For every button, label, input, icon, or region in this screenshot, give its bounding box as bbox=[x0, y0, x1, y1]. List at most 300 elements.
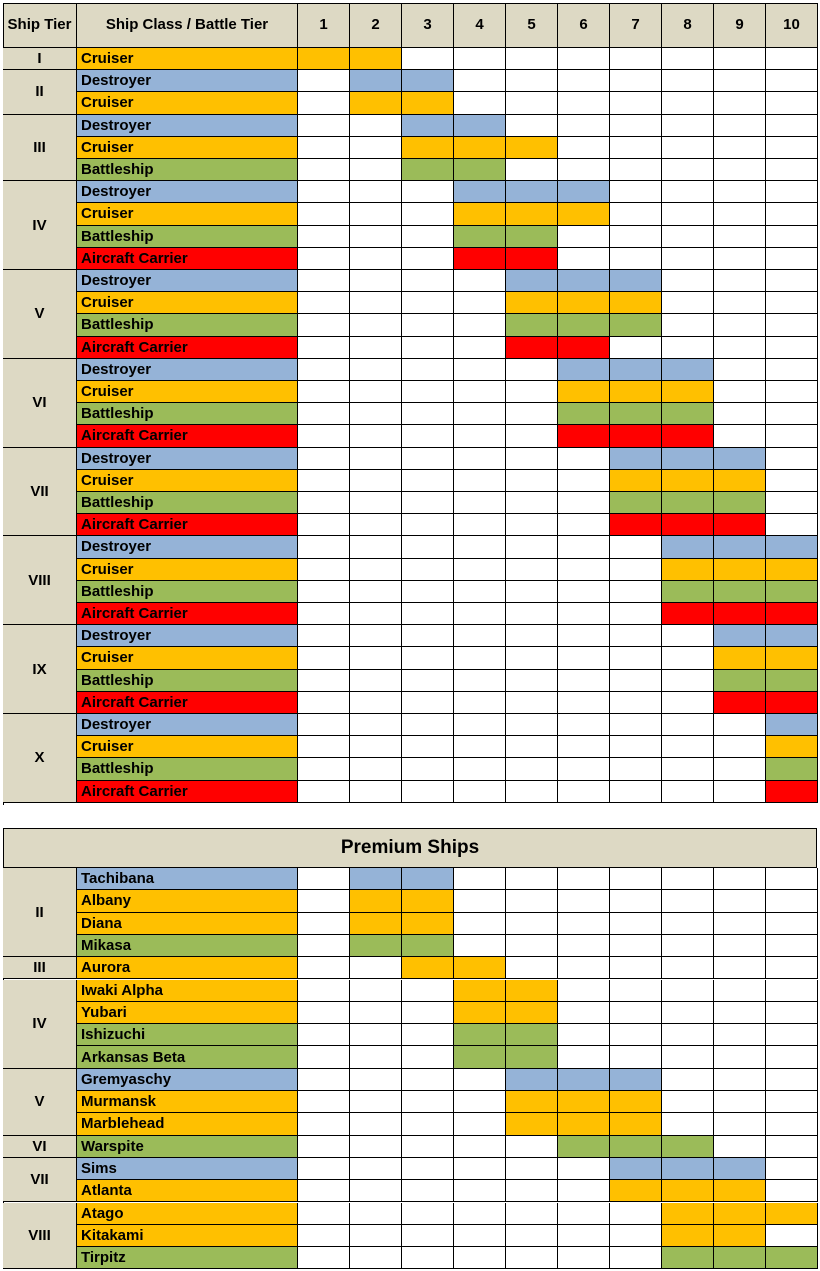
ship-tier-cell: VI bbox=[3, 359, 77, 448]
ship-tier-cell: VIII bbox=[3, 536, 77, 625]
ship-class-cell: Aircraft Carrier bbox=[77, 337, 298, 359]
battle-tier-cell bbox=[506, 758, 558, 780]
battle-tier-cell bbox=[558, 181, 610, 203]
battle-tier-cell bbox=[610, 781, 662, 803]
battle-tier-cell bbox=[714, 48, 766, 70]
battle-tier-cell bbox=[350, 1024, 402, 1046]
ship-class-cell: Aircraft Carrier bbox=[77, 248, 298, 270]
ship-tier-cell: IV bbox=[3, 980, 77, 1069]
battle-tier-cell bbox=[298, 448, 350, 470]
battle-tier-cell bbox=[662, 1113, 714, 1135]
battle-tier-cell bbox=[662, 1024, 714, 1046]
battle-tier-cell bbox=[714, 736, 766, 758]
battle-tier-cell bbox=[714, 115, 766, 137]
battle-tier-cell bbox=[298, 559, 350, 581]
battle-tier-cell bbox=[662, 1203, 714, 1225]
battle-tier-cell bbox=[662, 890, 714, 912]
battle-tier-cell bbox=[558, 581, 610, 603]
battle-tier-cell bbox=[350, 314, 402, 336]
battle-tier-cell bbox=[506, 781, 558, 803]
battle-tier-cell bbox=[402, 1069, 454, 1091]
ship-tier-cell: IX bbox=[3, 625, 77, 714]
battle-tier-cell bbox=[714, 292, 766, 314]
battle-tier-header: 9 bbox=[714, 3, 766, 48]
ship-class-cell: Destroyer bbox=[77, 448, 298, 470]
battle-tier-cell bbox=[558, 1225, 610, 1247]
battle-tier-cell bbox=[558, 957, 610, 979]
battle-tier-cell bbox=[662, 1002, 714, 1024]
battle-tier-cell bbox=[766, 248, 818, 270]
ship-tier-cell: II bbox=[3, 70, 77, 114]
battle-tier-cell bbox=[402, 957, 454, 979]
battle-tier-cell bbox=[350, 1136, 402, 1158]
battle-tier-cell bbox=[506, 226, 558, 248]
battle-tier-cell bbox=[662, 670, 714, 692]
battle-tier-cell bbox=[558, 314, 610, 336]
battle-tier-cell bbox=[610, 625, 662, 647]
battle-tier-cell bbox=[298, 470, 350, 492]
battle-tier-cell bbox=[662, 957, 714, 979]
battle-tier-cell bbox=[350, 115, 402, 137]
battle-tier-cell bbox=[454, 337, 506, 359]
battle-tier-cell bbox=[610, 670, 662, 692]
battle-tier-cell bbox=[350, 181, 402, 203]
battle-tier-cell bbox=[766, 736, 818, 758]
battle-tier-cell bbox=[662, 1136, 714, 1158]
battle-tier-cell bbox=[298, 980, 350, 1002]
battle-tier-cell bbox=[714, 1069, 766, 1091]
battle-tier-cell bbox=[506, 115, 558, 137]
battle-tier-cell bbox=[506, 603, 558, 625]
battle-tier-cell bbox=[454, 359, 506, 381]
battle-tier-cell bbox=[402, 181, 454, 203]
battle-tier-cell bbox=[350, 980, 402, 1002]
battle-tier-cell bbox=[662, 48, 714, 70]
battle-tier-cell bbox=[402, 248, 454, 270]
battle-tier-cell bbox=[454, 670, 506, 692]
battle-tier-cell bbox=[350, 913, 402, 935]
battle-tier-cell bbox=[506, 670, 558, 692]
battle-tier-cell bbox=[506, 1046, 558, 1068]
battle-tier-cell bbox=[506, 980, 558, 1002]
battle-tier-cell bbox=[714, 603, 766, 625]
battle-tier-cell bbox=[714, 758, 766, 780]
battle-tier-cell bbox=[454, 1002, 506, 1024]
ship-class-cell: Destroyer bbox=[77, 714, 298, 736]
battle-tier-cell bbox=[402, 115, 454, 137]
battle-tier-cell bbox=[610, 1046, 662, 1068]
ship-class-cell: Battleship bbox=[77, 492, 298, 514]
battle-tier-cell bbox=[714, 913, 766, 935]
battle-tier-cell bbox=[402, 203, 454, 225]
battle-tier-cell bbox=[558, 913, 610, 935]
battle-tier-cell bbox=[610, 203, 662, 225]
battle-tier-cell bbox=[402, 448, 454, 470]
battle-tier-cell bbox=[766, 1203, 818, 1225]
battle-tier-cell bbox=[298, 1203, 350, 1225]
battle-tier-cell bbox=[402, 1136, 454, 1158]
battle-tier-cell bbox=[350, 470, 402, 492]
ship-class-cell: Destroyer bbox=[77, 536, 298, 558]
battle-tier-cell bbox=[714, 1158, 766, 1180]
battle-tier-cell bbox=[402, 492, 454, 514]
battle-tier-cell bbox=[298, 115, 350, 137]
battle-tier-cell bbox=[454, 625, 506, 647]
ship-class-cell: Arkansas Beta bbox=[77, 1046, 298, 1068]
battle-tier-cell bbox=[610, 935, 662, 957]
ship-class-cell: Kitakami bbox=[77, 1225, 298, 1247]
battle-tier-cell bbox=[350, 359, 402, 381]
battle-tier-cell bbox=[558, 714, 610, 736]
ship-class-cell: Diana bbox=[77, 913, 298, 935]
ship-tier-cell: III bbox=[3, 115, 77, 182]
battle-tier-cell bbox=[402, 935, 454, 957]
battle-tier-cell bbox=[298, 935, 350, 957]
battle-tier-cell bbox=[506, 470, 558, 492]
battle-tier-cell bbox=[766, 470, 818, 492]
battle-tier-cell bbox=[298, 181, 350, 203]
battle-tier-cell bbox=[766, 337, 818, 359]
battle-tier-cell bbox=[766, 203, 818, 225]
battle-tier-cell bbox=[610, 514, 662, 536]
battle-tier-cell bbox=[506, 70, 558, 92]
battle-tier-cell bbox=[610, 115, 662, 137]
battle-tier-cell bbox=[766, 314, 818, 336]
battle-tier-cell bbox=[506, 514, 558, 536]
battle-tier-cell bbox=[714, 935, 766, 957]
battle-tier-cell bbox=[350, 1247, 402, 1269]
battle-tier-cell bbox=[662, 292, 714, 314]
battle-tier-cell bbox=[610, 425, 662, 447]
battle-tier-cell bbox=[558, 403, 610, 425]
battle-tier-cell bbox=[506, 714, 558, 736]
battle-tier-cell bbox=[714, 359, 766, 381]
battle-tier-cell bbox=[610, 581, 662, 603]
battle-tier-cell bbox=[766, 781, 818, 803]
ship-tier-cell: V bbox=[3, 270, 77, 359]
battle-tier-cell bbox=[766, 1069, 818, 1091]
battle-tier-cell bbox=[298, 781, 350, 803]
battle-tier-cell bbox=[610, 270, 662, 292]
battle-tier-cell bbox=[506, 1203, 558, 1225]
ship-class-cell: Ishizuchi bbox=[77, 1024, 298, 1046]
battle-tier-cell bbox=[662, 359, 714, 381]
battle-tier-cell bbox=[766, 514, 818, 536]
battle-tier-cell bbox=[454, 1113, 506, 1135]
ship-class-cell: Cruiser bbox=[77, 203, 298, 225]
battle-tier-cell bbox=[662, 758, 714, 780]
battle-tier-cell bbox=[662, 1069, 714, 1091]
battle-tier-cell bbox=[454, 448, 506, 470]
battle-tier-cell bbox=[558, 980, 610, 1002]
battle-tier-cell bbox=[662, 248, 714, 270]
battle-tier-cell bbox=[298, 203, 350, 225]
battle-tier-cell bbox=[766, 868, 818, 890]
battle-tier-cell bbox=[610, 1113, 662, 1135]
battle-tier-cell bbox=[610, 1203, 662, 1225]
battle-tier-cell bbox=[454, 314, 506, 336]
battle-tier-cell bbox=[558, 536, 610, 558]
battle-tier-cell bbox=[662, 1158, 714, 1180]
battle-tier-cell bbox=[350, 1046, 402, 1068]
battle-tier-cell bbox=[662, 581, 714, 603]
battle-tier-cell bbox=[402, 48, 454, 70]
battle-tier-cell bbox=[454, 492, 506, 514]
battle-tier-cell bbox=[506, 935, 558, 957]
battle-tier-cell bbox=[714, 868, 766, 890]
battle-tier-cell bbox=[714, 1203, 766, 1225]
ship-class-cell: Sims bbox=[77, 1158, 298, 1180]
battle-tier-cell bbox=[610, 536, 662, 558]
battle-tier-cell bbox=[298, 92, 350, 114]
battle-tier-cell bbox=[454, 935, 506, 957]
battle-tier-cell bbox=[506, 359, 558, 381]
ship-class-cell: Yubari bbox=[77, 1002, 298, 1024]
battle-tier-cell bbox=[610, 559, 662, 581]
battle-tier-cell bbox=[610, 890, 662, 912]
ship-class-cell: Battleship bbox=[77, 403, 298, 425]
battle-tier-cell bbox=[350, 692, 402, 714]
battle-tier-cell bbox=[402, 92, 454, 114]
ship-tier-cell: VII bbox=[3, 448, 77, 537]
battle-tier-header: 4 bbox=[454, 3, 506, 48]
battle-tier-cell bbox=[662, 115, 714, 137]
battle-tier-cell bbox=[454, 292, 506, 314]
battle-tier-cell bbox=[298, 890, 350, 912]
battle-tier-cell bbox=[454, 1069, 506, 1091]
battle-tier-cell bbox=[714, 980, 766, 1002]
battle-tier-cell bbox=[662, 781, 714, 803]
battle-tier-cell bbox=[298, 359, 350, 381]
battle-tier-cell bbox=[402, 1046, 454, 1068]
battle-tier-cell bbox=[766, 115, 818, 137]
battle-tier-cell bbox=[610, 957, 662, 979]
battle-tier-cell bbox=[766, 48, 818, 70]
battle-tier-cell bbox=[454, 1158, 506, 1180]
battle-tier-cell bbox=[402, 70, 454, 92]
ship-class-cell: Destroyer bbox=[77, 181, 298, 203]
battle-tier-cell bbox=[714, 203, 766, 225]
ship-class-cell: Cruiser bbox=[77, 736, 298, 758]
battle-tier-cell bbox=[402, 337, 454, 359]
battle-tier-cell bbox=[558, 48, 610, 70]
battle-tier-cell bbox=[454, 913, 506, 935]
battle-tier-cell bbox=[714, 337, 766, 359]
battle-tier-cell bbox=[350, 203, 402, 225]
battle-tier-cell bbox=[610, 1180, 662, 1202]
battle-tier-cell bbox=[350, 1203, 402, 1225]
battle-tier-cell bbox=[610, 381, 662, 403]
battle-tier-cell bbox=[714, 70, 766, 92]
battle-tier-cell bbox=[350, 714, 402, 736]
battle-tier-cell bbox=[766, 1046, 818, 1068]
battle-tier-cell bbox=[610, 1024, 662, 1046]
ship-class-cell: Warspite bbox=[77, 1136, 298, 1158]
battle-tier-cell bbox=[298, 1046, 350, 1068]
battle-tier-cell bbox=[558, 1046, 610, 1068]
battle-tier-cell bbox=[662, 181, 714, 203]
ship-class-cell: Cruiser bbox=[77, 137, 298, 159]
battle-tier-cell bbox=[558, 1180, 610, 1202]
battle-tier-cell bbox=[298, 1002, 350, 1024]
battle-tier-cell bbox=[610, 92, 662, 114]
battle-tier-cell bbox=[610, 868, 662, 890]
battle-tier-cell bbox=[298, 1024, 350, 1046]
battle-tier-cell bbox=[298, 292, 350, 314]
battle-tier-cell bbox=[506, 92, 558, 114]
battle-tier-cell bbox=[766, 559, 818, 581]
battle-tier-cell bbox=[402, 514, 454, 536]
battle-tier-cell bbox=[454, 1247, 506, 1269]
battle-tier-cell bbox=[454, 980, 506, 1002]
battle-tier-cell bbox=[558, 1113, 610, 1135]
battle-tier-cell bbox=[506, 425, 558, 447]
battle-tier-cell bbox=[662, 1046, 714, 1068]
battle-tier-cell bbox=[298, 48, 350, 70]
battle-tier-cell bbox=[662, 603, 714, 625]
battle-tier-cell bbox=[298, 270, 350, 292]
battle-tier-cell bbox=[506, 736, 558, 758]
battle-tier-cell bbox=[662, 337, 714, 359]
battle-tier-cell bbox=[454, 957, 506, 979]
battle-tier-cell bbox=[610, 337, 662, 359]
battle-tier-cell bbox=[454, 70, 506, 92]
battle-tier-cell bbox=[506, 957, 558, 979]
battle-tier-cell bbox=[402, 647, 454, 669]
battle-tier-cell bbox=[766, 448, 818, 470]
battle-tier-cell bbox=[714, 314, 766, 336]
battle-tier-cell bbox=[714, 381, 766, 403]
battle-tier-cell bbox=[350, 781, 402, 803]
battle-tier-cell bbox=[402, 559, 454, 581]
battle-tier-cell bbox=[350, 559, 402, 581]
ship-class-cell: Battleship bbox=[77, 670, 298, 692]
battle-tier-cell bbox=[558, 625, 610, 647]
battle-tier-cell bbox=[610, 736, 662, 758]
battle-tier-cell bbox=[506, 314, 558, 336]
battle-tier-cell bbox=[350, 868, 402, 890]
battle-tier-cell bbox=[350, 514, 402, 536]
battle-tier-header: 3 bbox=[402, 3, 454, 48]
battle-tier-cell bbox=[350, 536, 402, 558]
ship-tier-cell: X bbox=[3, 714, 77, 803]
battle-tier-cell bbox=[454, 115, 506, 137]
battle-tier-cell bbox=[402, 625, 454, 647]
battle-tier-cell bbox=[610, 1225, 662, 1247]
battle-tier-cell bbox=[610, 159, 662, 181]
battle-tier-cell bbox=[298, 1136, 350, 1158]
battle-tier-cell bbox=[662, 692, 714, 714]
battle-tier-cell bbox=[558, 559, 610, 581]
battle-tier-cell bbox=[454, 758, 506, 780]
battle-tier-cell bbox=[714, 1091, 766, 1113]
ship-class-cell: Destroyer bbox=[77, 270, 298, 292]
battle-tier-cell bbox=[506, 581, 558, 603]
battle-tier-cell bbox=[298, 381, 350, 403]
spacer-row bbox=[3, 806, 817, 828]
battle-tier-cell bbox=[766, 980, 818, 1002]
battle-tier-cell bbox=[454, 403, 506, 425]
battle-tier-cell bbox=[454, 1203, 506, 1225]
battle-tier-cell bbox=[662, 314, 714, 336]
battle-tier-cell bbox=[454, 159, 506, 181]
battle-tier-cell bbox=[766, 359, 818, 381]
battle-tier-cell bbox=[402, 868, 454, 890]
ship-class-cell: Cruiser bbox=[77, 92, 298, 114]
battle-tier-cell bbox=[662, 1225, 714, 1247]
battle-tier-cell bbox=[662, 625, 714, 647]
battle-tier-cell bbox=[714, 92, 766, 114]
battle-tier-cell bbox=[558, 115, 610, 137]
battle-tier-cell bbox=[506, 559, 558, 581]
battle-tier-cell bbox=[350, 159, 402, 181]
battle-tier-cell bbox=[558, 1136, 610, 1158]
battle-tier-cell bbox=[558, 1091, 610, 1113]
battle-tier-cell bbox=[610, 314, 662, 336]
battle-tier-cell bbox=[558, 514, 610, 536]
battle-tier-cell bbox=[714, 514, 766, 536]
battle-tier-cell bbox=[402, 1180, 454, 1202]
battle-tier-cell bbox=[402, 137, 454, 159]
battle-tier-cell bbox=[454, 470, 506, 492]
battle-tier-cell bbox=[662, 559, 714, 581]
battle-tier-cell bbox=[506, 1158, 558, 1180]
battle-tier-cell bbox=[298, 603, 350, 625]
battle-tier-cell bbox=[350, 1113, 402, 1135]
battle-tier-cell bbox=[506, 1247, 558, 1269]
battle-tier-cell bbox=[402, 670, 454, 692]
battle-tier-cell bbox=[350, 1091, 402, 1113]
battle-tier-cell bbox=[350, 935, 402, 957]
battle-tier-cell bbox=[298, 70, 350, 92]
battle-tier-cell bbox=[350, 1002, 402, 1024]
battle-tier-cell bbox=[506, 381, 558, 403]
battle-tier-cell bbox=[506, 137, 558, 159]
battle-tier-cell bbox=[766, 692, 818, 714]
ship-class-cell: Destroyer bbox=[77, 625, 298, 647]
battle-tier-cell bbox=[662, 226, 714, 248]
battle-tier-cell bbox=[298, 868, 350, 890]
battle-tier-cell bbox=[298, 1113, 350, 1135]
battle-tier-cell bbox=[558, 203, 610, 225]
ship-class-cell: Iwaki Alpha bbox=[77, 980, 298, 1002]
battle-tier-cell bbox=[454, 425, 506, 447]
battle-tier-cell bbox=[298, 514, 350, 536]
ship-class-cell: Gremyaschy bbox=[77, 1069, 298, 1091]
ship-class-cell: Battleship bbox=[77, 159, 298, 181]
battle-tier-cell bbox=[558, 159, 610, 181]
battle-tier-cell bbox=[714, 559, 766, 581]
battle-tier-cell bbox=[610, 292, 662, 314]
ship-class-cell: Battleship bbox=[77, 758, 298, 780]
ship-class-cell: Murmansk bbox=[77, 1091, 298, 1113]
battle-tier-cell bbox=[402, 1203, 454, 1225]
battle-tier-cell bbox=[558, 92, 610, 114]
battle-tier-cell bbox=[454, 736, 506, 758]
battle-tier-cell bbox=[298, 425, 350, 447]
ship-class-cell: Destroyer bbox=[77, 115, 298, 137]
battle-tier-cell bbox=[662, 203, 714, 225]
battle-tier-cell bbox=[662, 514, 714, 536]
ship-class-cell: Battleship bbox=[77, 226, 298, 248]
battle-tier-cell bbox=[610, 181, 662, 203]
battle-tier-cell bbox=[766, 935, 818, 957]
battle-tier-cell bbox=[350, 48, 402, 70]
battle-tier-cell bbox=[402, 692, 454, 714]
ship-tier-cell: III bbox=[3, 957, 77, 979]
ship-class-cell: Aircraft Carrier bbox=[77, 514, 298, 536]
battle-tier-cell bbox=[350, 647, 402, 669]
